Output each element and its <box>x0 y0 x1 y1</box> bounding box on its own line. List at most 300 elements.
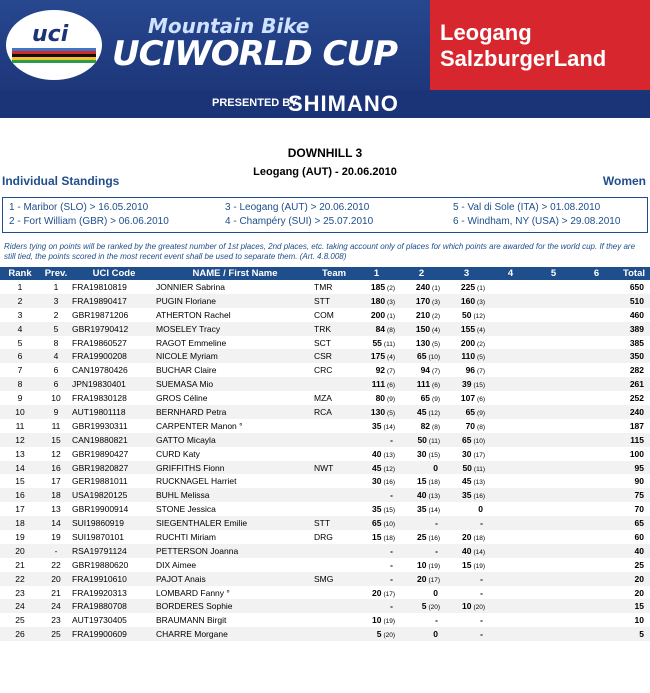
race-1-points-cell <box>354 336 399 350</box>
table-row <box>0 488 650 502</box>
rider-name-cell: PETTERSON Joanna <box>156 544 314 558</box>
race-2-points-cell <box>399 572 444 586</box>
prev-rank-cell: 20 <box>40 572 72 586</box>
race-2-points-cell <box>399 447 444 461</box>
team-cell <box>314 586 354 600</box>
race-4-points-cell <box>489 419 532 433</box>
race-place: (11) <box>428 437 440 445</box>
race-place: (11) <box>383 340 395 348</box>
race-place: (13) <box>383 451 395 459</box>
race-2-points-cell <box>399 377 444 391</box>
race-1-points-cell <box>354 586 399 600</box>
rider-name-cell: RAGOT Emmeline <box>156 336 314 350</box>
race-4-points-cell <box>489 586 532 600</box>
race-place: (10) <box>383 521 395 529</box>
race-6-points-cell <box>575 363 618 377</box>
uci-code-cell: SUI19860919 <box>72 516 156 530</box>
race-4-points-cell <box>489 363 532 377</box>
prev-rank-cell: 21 <box>40 586 72 600</box>
race-6-points-cell <box>575 308 618 322</box>
race-1-points-cell <box>354 516 399 530</box>
points-value: 240 <box>415 281 431 292</box>
race-1-points-cell <box>354 544 399 558</box>
race-place: (10) <box>473 437 485 445</box>
uci-code-cell: JPN19830401 <box>72 377 156 391</box>
race-4-points-cell <box>489 461 532 475</box>
table-row <box>0 572 650 586</box>
points-value: 15 <box>371 531 382 542</box>
points-value: 25 <box>416 531 427 542</box>
points-value: 10 <box>371 615 382 626</box>
race-place: (13) <box>428 493 440 501</box>
uci-code-cell: GBR19930311 <box>72 419 156 433</box>
race-place: (17) <box>428 576 440 584</box>
race-2-points-cell <box>399 516 444 530</box>
points-value: - <box>480 573 483 584</box>
points-value: 0 <box>433 587 438 598</box>
rank-cell: 8 <box>0 377 40 391</box>
race-place: (5) <box>477 354 485 362</box>
race-place: (2) <box>387 284 395 292</box>
total-points-cell: 385 <box>618 336 650 350</box>
points-value: 35 <box>416 504 427 515</box>
race-6-points-cell <box>575 336 618 350</box>
points-value: - <box>480 518 483 529</box>
total-points-cell: 20 <box>618 586 650 600</box>
rider-name-cell: DIX Aimee <box>156 558 314 572</box>
race-2-points-cell <box>399 308 444 322</box>
race-item: 2 - Fort William (GBR) > 06.06.2010 <box>9 216 169 227</box>
race-place: (14) <box>473 548 485 556</box>
race-place: (17) <box>383 590 395 598</box>
points-value: - <box>435 615 438 626</box>
team-cell <box>314 447 354 461</box>
race-place: (8) <box>387 326 395 334</box>
race-5-points-cell <box>532 502 575 516</box>
points-value: 45 <box>371 462 382 473</box>
race-item: 6 - Windham, NY (USA) > 29.08.2010 <box>453 216 621 227</box>
points-value: - <box>435 518 438 529</box>
prev-rank-cell: 18 <box>40 488 72 502</box>
total-points-cell: 20 <box>618 572 650 586</box>
venue-name: Leogang <box>440 20 532 45</box>
race-2-points-cell <box>399 391 444 405</box>
race-place: (19) <box>428 562 440 570</box>
points-value: 35 <box>371 420 382 431</box>
team-cell <box>314 544 354 558</box>
points-value: 40 <box>416 490 427 501</box>
race-place: (17) <box>473 451 485 459</box>
rider-name-cell: ATHERTON Rachel <box>156 308 314 322</box>
race-1-points-cell <box>354 502 399 516</box>
series-title: UCIWORLD CUP <box>112 34 398 74</box>
points-value: 150 <box>415 323 431 334</box>
race-2-points-cell <box>399 613 444 627</box>
prev-rank-cell: 23 <box>40 613 72 627</box>
race-2-points-cell <box>399 474 444 488</box>
col-rank: Rank <box>0 267 40 280</box>
table-row <box>0 461 650 475</box>
race-5-points-cell <box>532 461 575 475</box>
race-6-points-cell <box>575 349 618 363</box>
table-row <box>0 627 650 641</box>
team-cell: SMG <box>314 572 354 586</box>
race-6-points-cell <box>575 627 618 641</box>
points-value: 65 <box>371 518 382 529</box>
prev-rank-cell: 11 <box>40 419 72 433</box>
uci-code-cell: GER19881011 <box>72 474 156 488</box>
race-1-points-cell <box>354 363 399 377</box>
points-value: 130 <box>415 337 431 348</box>
points-value: 185 <box>370 281 386 292</box>
points-value: 20 <box>461 531 472 542</box>
points-value: 180 <box>370 295 386 306</box>
points-value: - <box>390 559 393 570</box>
race-3-points-cell <box>444 516 489 530</box>
points-value: - <box>480 587 483 598</box>
race-place: (12) <box>473 312 485 320</box>
points-value: 45 <box>416 406 427 417</box>
race-4-points-cell <box>489 474 532 488</box>
race-1-points-cell <box>354 530 399 544</box>
points-value: 92 <box>375 365 386 376</box>
race-place: (7) <box>477 368 485 376</box>
rider-name-cell: PUGIN Floriane <box>156 294 314 308</box>
uci-code-cell: FRA19900208 <box>72 349 156 363</box>
table-row <box>0 516 650 530</box>
race-5-points-cell <box>532 599 575 613</box>
race-4-points-cell <box>489 488 532 502</box>
table-row <box>0 474 650 488</box>
uci-code-cell: GBR19900914 <box>72 502 156 516</box>
prev-rank-cell: 10 <box>40 391 72 405</box>
points-value: 0 <box>433 462 438 473</box>
race-3-points-cell <box>444 586 489 600</box>
rank-cell: 25 <box>0 613 40 627</box>
rider-name-cell: NICOLE Myriam <box>156 349 314 363</box>
table-row <box>0 391 650 405</box>
race-3-points-cell <box>444 280 489 294</box>
race-place: (18) <box>383 534 395 542</box>
race-place: (18) <box>473 534 485 542</box>
race-3-points-cell <box>444 558 489 572</box>
table-row <box>0 349 650 363</box>
rider-name-cell: BUHL Melissa <box>156 488 314 502</box>
race-5-points-cell <box>532 627 575 641</box>
rank-cell: 16 <box>0 488 40 502</box>
race-1-points-cell <box>354 627 399 641</box>
points-value: 10 <box>461 601 472 612</box>
race-4-points-cell <box>489 322 532 336</box>
uci-code-cell: GBR19871206 <box>72 308 156 322</box>
points-value: 111 <box>416 379 431 390</box>
category-label: Women <box>602 174 646 188</box>
col-race-2: 2 <box>399 267 444 280</box>
total-points-cell: 350 <box>618 349 650 363</box>
prev-rank-cell: 24 <box>40 599 72 613</box>
race-6-points-cell <box>575 461 618 475</box>
race-place: (12) <box>428 409 440 417</box>
race-4-points-cell <box>489 599 532 613</box>
race-5-points-cell <box>532 516 575 530</box>
points-value: 55 <box>372 337 382 348</box>
rider-name-cell: MOSELEY Tracy <box>156 322 314 336</box>
race-place: (19) <box>383 618 395 626</box>
race-6-points-cell <box>575 377 618 391</box>
table-row <box>0 294 650 308</box>
uci-code-cell: GBR19880620 <box>72 558 156 572</box>
race-3-points-cell <box>444 294 489 308</box>
uci-code-cell: GBR19890427 <box>72 447 156 461</box>
race-3-points-cell <box>444 461 489 475</box>
rider-name-cell: GRIFFITHS Fionn <box>156 461 314 475</box>
col-total: Total <box>618 267 650 280</box>
col-name: NAME / First Name <box>156 267 314 280</box>
race-4-points-cell <box>489 572 532 586</box>
uci-code-cell: FRA19810819 <box>72 280 156 294</box>
table-row <box>0 433 650 447</box>
race-place: (4) <box>432 326 440 334</box>
race-place: (1) <box>477 284 485 292</box>
col-team: Team <box>314 267 354 280</box>
race-place: (15) <box>473 382 485 390</box>
rank-cell: 20 <box>0 544 40 558</box>
col-race-5: 5 <box>532 267 575 280</box>
rank-cell: 14 <box>0 461 40 475</box>
team-cell: STT <box>314 516 354 530</box>
race-place: (9) <box>477 409 485 417</box>
race-place: (14) <box>428 507 440 515</box>
race-4-points-cell <box>489 558 532 572</box>
race-3-points-cell <box>444 599 489 613</box>
points-value: 0 <box>433 629 438 640</box>
rank-cell: 12 <box>0 433 40 447</box>
race-place: (10) <box>428 354 440 362</box>
prev-rank-cell: 8 <box>40 336 72 350</box>
table-header-row <box>0 267 650 280</box>
race-6-points-cell <box>575 322 618 336</box>
points-value: 40 <box>461 545 472 556</box>
rank-cell: 3 <box>0 308 40 322</box>
team-cell: TMR <box>314 280 354 294</box>
race-3-points-cell <box>444 433 489 447</box>
points-value: 30 <box>461 448 472 459</box>
points-value: - <box>390 490 393 501</box>
race-place: (18) <box>428 479 440 487</box>
team-cell: CRC <box>314 363 354 377</box>
uci-code-cell: CAN19880821 <box>72 433 156 447</box>
prev-rank-cell: - <box>40 544 72 558</box>
race-place: (2) <box>477 340 485 348</box>
race-5-points-cell <box>532 294 575 308</box>
points-value: 20 <box>416 573 427 584</box>
total-points-cell: 240 <box>618 405 650 419</box>
points-value: 200 <box>460 337 476 348</box>
race-5-points-cell <box>532 336 575 350</box>
rider-name-cell: PAJOT Anais <box>156 572 314 586</box>
race-1-points-cell <box>354 433 399 447</box>
rider-name-cell: BRAUMANN Birgit <box>156 613 314 627</box>
points-value: 45 <box>461 476 472 487</box>
table-row <box>0 530 650 544</box>
rank-cell: 10 <box>0 405 40 419</box>
race-5-points-cell <box>532 322 575 336</box>
total-points-cell: 25 <box>618 558 650 572</box>
rider-name-cell: SIEGENTHALER Emilie <box>156 516 314 530</box>
race-4-points-cell <box>489 433 532 447</box>
race-6-points-cell <box>575 558 618 572</box>
race-calendar <box>2 197 648 233</box>
race-3-points-cell <box>444 419 489 433</box>
rider-name-cell: JONNIER Sabrina <box>156 280 314 294</box>
table-row <box>0 308 650 322</box>
table-row <box>0 377 650 391</box>
points-value: 94 <box>420 365 431 376</box>
race-1-points-cell <box>354 474 399 488</box>
race-1-points-cell <box>354 558 399 572</box>
points-value: 210 <box>415 309 431 320</box>
total-points-cell: 115 <box>618 433 650 447</box>
team-cell: STT <box>314 294 354 308</box>
rank-cell: 13 <box>0 447 40 461</box>
points-value: 5 <box>421 601 427 612</box>
points-value: 0 <box>478 504 483 515</box>
race-5-points-cell <box>532 544 575 558</box>
race-5-points-cell <box>532 572 575 586</box>
rider-name-cell: GATTO Micayla <box>156 433 314 447</box>
total-points-cell: 252 <box>618 391 650 405</box>
race-place: (4) <box>387 354 395 362</box>
race-6-points-cell <box>575 586 618 600</box>
uci-code-cell: FRA19860527 <box>72 336 156 350</box>
race-2-points-cell <box>399 336 444 350</box>
total-points-cell: 510 <box>618 294 650 308</box>
rank-cell: 22 <box>0 572 40 586</box>
race-6-points-cell <box>575 405 618 419</box>
points-value: 84 <box>375 323 386 334</box>
race-2-points-cell <box>399 363 444 377</box>
col-race-4: 4 <box>489 267 532 280</box>
race-place: (11) <box>473 465 485 473</box>
race-2-points-cell <box>399 405 444 419</box>
race-5-points-cell <box>532 474 575 488</box>
race-place: (16) <box>473 493 485 501</box>
team-cell <box>314 558 354 572</box>
race-place: (1) <box>432 284 440 292</box>
table-row <box>0 558 650 572</box>
race-2-points-cell <box>399 544 444 558</box>
race-5-points-cell <box>532 308 575 322</box>
race-5-points-cell <box>532 433 575 447</box>
race-place: (5) <box>432 340 440 348</box>
prev-rank-cell: 2 <box>40 308 72 322</box>
total-points-cell: 282 <box>618 363 650 377</box>
table-row <box>0 419 650 433</box>
team-cell <box>314 502 354 516</box>
team-cell <box>314 419 354 433</box>
col-race-1: 1 <box>354 267 399 280</box>
prev-rank-cell: 14 <box>40 516 72 530</box>
race-3-points-cell <box>444 502 489 516</box>
race-place: (2) <box>432 312 440 320</box>
points-value: 30 <box>416 448 427 459</box>
race-place: (20) <box>383 632 395 640</box>
rank-cell: 1 <box>0 280 40 294</box>
race-item: 5 - Val di Sole (ITA) > 01.08.2010 <box>453 202 601 213</box>
race-3-points-cell <box>444 322 489 336</box>
rainbow-stripes <box>12 48 96 62</box>
total-points-cell: 65 <box>618 516 650 530</box>
race-2-points-cell <box>399 294 444 308</box>
points-value: 65 <box>416 351 427 362</box>
team-cell <box>314 613 354 627</box>
race-place: (19) <box>473 562 485 570</box>
uci-code-cell: RSA19791124 <box>72 544 156 558</box>
rank-cell: 4 <box>0 322 40 336</box>
points-value: 50 <box>462 462 472 473</box>
uci-code-cell: USA19820125 <box>72 488 156 502</box>
rank-cell: 24 <box>0 599 40 613</box>
race-5-points-cell <box>532 405 575 419</box>
team-cell: TRK <box>314 322 354 336</box>
race-4-points-cell <box>489 377 532 391</box>
rider-name-cell: BERNHARD Petra <box>156 405 314 419</box>
total-points-cell: 389 <box>618 322 650 336</box>
rider-name-cell: LOMBARD Fanny ° <box>156 586 314 600</box>
race-place: (1) <box>387 312 395 320</box>
team-cell <box>314 627 354 641</box>
team-cell: NWT <box>314 461 354 475</box>
rank-cell: 17 <box>0 502 40 516</box>
race-3-points-cell <box>444 447 489 461</box>
total-points-cell: 187 <box>618 419 650 433</box>
race-place: (3) <box>387 298 395 306</box>
section-title: Individual Standings <box>2 174 120 188</box>
race-place: (12) <box>383 465 395 473</box>
event-place-date: Leogang (AUT) - 20.06.2010 <box>253 166 397 178</box>
team-cell: DRG <box>314 530 354 544</box>
race-place: (6) <box>477 396 485 404</box>
uci-code-cell: FRA19890417 <box>72 294 156 308</box>
uci-logo <box>6 10 102 80</box>
prev-rank-cell: 16 <box>40 461 72 475</box>
uci-code-cell: AUT19730405 <box>72 613 156 627</box>
race-4-points-cell <box>489 280 532 294</box>
rank-cell: 19 <box>0 530 40 544</box>
points-value: 65 <box>465 406 476 417</box>
race-item: 4 - Champéry (SUI) > 25.07.2010 <box>225 216 374 227</box>
race-place: (20) <box>428 604 440 612</box>
race-3-points-cell <box>444 363 489 377</box>
standings-body <box>0 280 650 641</box>
points-value: 40 <box>371 448 382 459</box>
total-points-cell: 60 <box>618 530 650 544</box>
race-2-points-cell <box>399 530 444 544</box>
rider-name-cell: RUCHTI Miriam <box>156 530 314 544</box>
race-1-points-cell <box>354 280 399 294</box>
tie-break-note: Riders tying on points will be ranked by the greatest number of 1st places, 2nd places, etc. taking account only of places for which points are awarded for the world cup. If they are still tied, the points scored in the most recent event shall be used to separate them. (Art. 4.8.008) <box>4 242 636 261</box>
race-1-points-cell <box>354 377 399 391</box>
event-title: DOWNHILL 3 <box>287 146 363 160</box>
race-5-points-cell <box>532 613 575 627</box>
race-place: (6) <box>432 382 440 390</box>
race-6-points-cell <box>575 544 618 558</box>
total-points-cell: 10 <box>618 613 650 627</box>
team-cell: COM <box>314 308 354 322</box>
total-points-cell: 75 <box>618 488 650 502</box>
rider-name-cell: CHARRE Morgane <box>156 627 314 641</box>
race-2-points-cell <box>399 461 444 475</box>
